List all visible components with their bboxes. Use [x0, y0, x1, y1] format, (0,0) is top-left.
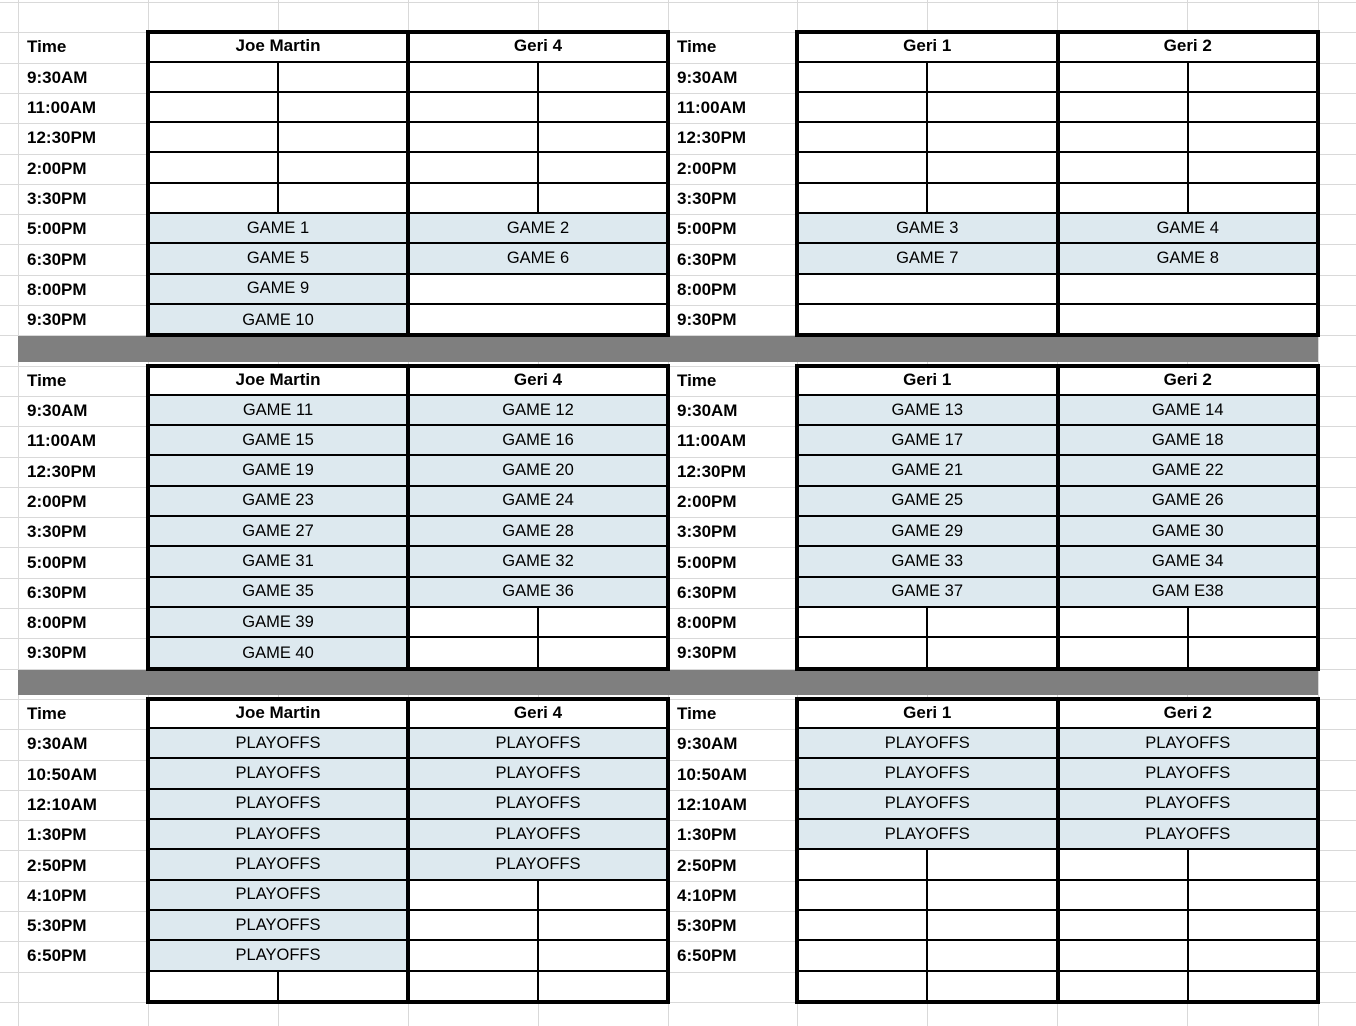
game-cell[interactable]: [408, 214, 668, 244]
game-cell-label: GAME 33: [891, 552, 964, 571]
cell-divider: [926, 123, 928, 151]
empty-merged-cell[interactable]: [408, 275, 668, 305]
cell-divider: [537, 638, 539, 668]
game-cell[interactable]: [148, 941, 408, 971]
time-label[interactable]: 5:00PM: [677, 219, 737, 239]
empty-split-cell[interactable]: [148, 153, 408, 183]
venue-header[interactable]: Geri 4: [408, 699, 668, 729]
time-label[interactable]: 11:00AM: [27, 98, 96, 118]
game-cell[interactable]: [408, 759, 668, 789]
game-cell-label: PLAYOFFS: [235, 915, 321, 934]
time-label[interactable]: 5:00PM: [27, 552, 87, 572]
game-cell[interactable]: [1058, 790, 1319, 820]
cell-divider: [537, 123, 539, 151]
game-cell-label: PLAYOFFS: [495, 764, 581, 783]
game-cell-label: GAME 15: [242, 430, 314, 449]
game-cell[interactable]: [408, 729, 668, 759]
game-cell-label: GAME 29: [891, 521, 964, 540]
game-cell[interactable]: [1058, 759, 1319, 789]
time-label[interactable]: 9:30PM: [27, 643, 87, 663]
game-cell[interactable]: [148, 850, 408, 880]
empty-split-cell[interactable]: [797, 972, 1058, 1002]
time-label[interactable]: 3:30PM: [27, 188, 87, 208]
game-cell-label: GAME 35: [242, 582, 314, 601]
cell-divider: [1187, 63, 1189, 91]
venue-header[interactable]: Geri 2: [1058, 32, 1319, 62]
time-label[interactable]: 9:30AM: [27, 401, 88, 421]
game-cell-label: PLAYOFFS: [884, 764, 970, 783]
game-cell[interactable]: [797, 487, 1058, 517]
game-cell-label: GAME 2: [506, 218, 570, 237]
venue-header[interactable]: Geri 4: [408, 366, 668, 396]
empty-merged-cell[interactable]: [408, 305, 668, 335]
game-cell-label: GAME 9: [246, 279, 310, 298]
empty-split-cell[interactable]: [1058, 153, 1319, 183]
game-cell-label: GAME 14: [1151, 400, 1224, 419]
schedule-table: [148, 32, 668, 335]
empty-merged-cell[interactable]: [1058, 275, 1319, 305]
game-cell-label: PLAYOFFS: [495, 794, 581, 813]
game-cell[interactable]: [148, 396, 408, 426]
empty-split-cell[interactable]: [148, 184, 408, 214]
gridline-horizontal: [0, 2, 1356, 3]
game-cell[interactable]: [148, 881, 408, 911]
cell-divider: [1187, 972, 1189, 1002]
time-label[interactable]: 1:30PM: [677, 825, 737, 845]
time-label[interactable]: 6:30PM: [677, 582, 737, 602]
time-column-header[interactable]: Time: [27, 370, 67, 390]
empty-split-cell[interactable]: [1058, 911, 1319, 941]
venue-column-divider: [406, 32, 410, 335]
schedule-table: [148, 699, 668, 1002]
time-label[interactable]: 5:00PM: [27, 219, 87, 239]
game-cell[interactable]: [408, 396, 668, 426]
game-cell[interactable]: [408, 244, 668, 274]
time-label[interactable]: 8:00PM: [27, 279, 87, 299]
empty-split-cell[interactable]: [148, 63, 408, 93]
game-cell[interactable]: [148, 517, 408, 547]
cell-divider: [537, 184, 539, 212]
game-cell[interactable]: [797, 426, 1058, 456]
time-label[interactable]: 10:50AM: [27, 764, 97, 784]
empty-split-cell[interactable]: [408, 153, 668, 183]
game-cell[interactable]: [1058, 729, 1319, 759]
cell-divider: [926, 881, 928, 909]
game-cell[interactable]: [408, 578, 668, 608]
game-cell-label: PLAYOFFS: [235, 855, 321, 874]
game-cell[interactable]: [797, 759, 1058, 789]
time-label[interactable]: 12:10AM: [27, 794, 97, 814]
empty-split-cell[interactable]: [408, 972, 668, 1002]
empty-split-cell[interactable]: [408, 911, 668, 941]
venue-header[interactable]: Geri 1: [797, 699, 1058, 729]
game-cell-label: PLAYOFFS: [235, 945, 321, 964]
time-label[interactable]: 6:50PM: [27, 946, 87, 966]
empty-split-cell[interactable]: [797, 850, 1058, 880]
time-label[interactable]: 11:00AM: [677, 98, 746, 118]
empty-split-cell[interactable]: [1058, 850, 1319, 880]
time-column-header[interactable]: Time: [677, 704, 717, 724]
game-cell-label: GAME 19: [242, 461, 314, 480]
venue-column-divider: [1056, 366, 1060, 669]
empty-merged-cell[interactable]: [1058, 305, 1319, 335]
game-cell[interactable]: [408, 456, 668, 486]
time-label[interactable]: 11:00AM: [27, 431, 96, 451]
game-cell-label: PLAYOFFS: [1145, 794, 1231, 813]
venue-column-divider: [406, 699, 410, 1002]
cell-divider: [277, 972, 279, 1002]
empty-split-cell[interactable]: [148, 972, 408, 1002]
empty-split-cell[interactable]: [797, 63, 1058, 93]
time-label[interactable]: 12:30PM: [677, 461, 746, 481]
game-cell-label: GAME 4: [1156, 218, 1219, 237]
time-column-header[interactable]: Time: [27, 37, 67, 57]
empty-merged-cell[interactable]: [797, 275, 1058, 305]
empty-split-cell[interactable]: [408, 93, 668, 123]
empty-split-cell[interactable]: [1058, 184, 1319, 214]
cell-divider: [277, 153, 279, 181]
cell-divider: [537, 153, 539, 181]
time-label[interactable]: 11:00AM: [677, 431, 746, 451]
game-cell[interactable]: [1058, 456, 1319, 486]
game-cell-label: GAME 36: [502, 582, 574, 601]
game-cell[interactable]: [1058, 517, 1319, 547]
game-cell-label: GAME 24: [502, 491, 574, 510]
empty-split-cell[interactable]: [408, 941, 668, 971]
empty-split-cell[interactable]: [797, 881, 1058, 911]
game-cell[interactable]: [797, 729, 1058, 759]
empty-split-cell[interactable]: [408, 881, 668, 911]
game-cell-label: GAM E38: [1151, 582, 1224, 601]
game-cell-label: GAME 10: [242, 310, 314, 329]
game-cell[interactable]: [408, 426, 668, 456]
game-cell-label: GAME 30: [1151, 521, 1224, 540]
separator-bar-1: [18, 336, 1318, 361]
venue-column-divider: [406, 366, 410, 669]
game-cell[interactable]: [1058, 547, 1319, 577]
game-cell[interactable]: [797, 820, 1058, 850]
time-label[interactable]: 1:30PM: [27, 825, 87, 845]
game-cell[interactable]: [797, 244, 1058, 274]
game-cell[interactable]: [1058, 214, 1319, 244]
empty-split-cell[interactable]: [148, 123, 408, 153]
game-cell[interactable]: [148, 305, 408, 335]
empty-split-cell[interactable]: [1058, 972, 1319, 1002]
time-label[interactable]: 9:30PM: [677, 310, 737, 330]
empty-split-cell[interactable]: [1058, 638, 1319, 668]
game-cell-label: PLAYOFFS: [495, 733, 581, 752]
game-cell[interactable]: [797, 790, 1058, 820]
game-cell[interactable]: [1058, 244, 1319, 274]
venue-header[interactable]: Joe Martin: [148, 366, 408, 396]
time-label[interactable]: 6:30PM: [677, 249, 737, 269]
game-cell-label: PLAYOFFS: [235, 764, 321, 783]
cell-divider: [277, 184, 279, 212]
cell-divider: [926, 93, 928, 121]
game-cell-label: GAME 31: [242, 552, 314, 571]
cell-divider: [277, 63, 279, 91]
time-label[interactable]: 5:30PM: [27, 916, 87, 936]
game-cell[interactable]: [1058, 820, 1319, 850]
game-cell[interactable]: [148, 214, 408, 244]
game-cell-label: PLAYOFFS: [495, 855, 581, 874]
cell-divider: [1187, 850, 1189, 878]
empty-split-cell[interactable]: [1058, 881, 1319, 911]
game-cell-label: GAME 13: [891, 400, 964, 419]
game-cell[interactable]: [1058, 396, 1319, 426]
game-cell[interactable]: [408, 517, 668, 547]
cell-divider: [1187, 941, 1189, 969]
game-cell[interactable]: [797, 214, 1058, 244]
game-cell-label: GAME 11: [242, 400, 314, 419]
time-label[interactable]: 2:00PM: [27, 158, 87, 178]
empty-split-cell[interactable]: [408, 638, 668, 668]
game-cell[interactable]: [148, 487, 408, 517]
game-cell-label: GAME 18: [1151, 430, 1224, 449]
game-cell-label: GAME 25: [891, 491, 964, 510]
empty-split-cell[interactable]: [797, 638, 1058, 668]
separator-bar-2: [18, 670, 1318, 695]
time-label[interactable]: 2:00PM: [677, 158, 737, 178]
game-cell-label: GAME 16: [502, 430, 574, 449]
venue-header[interactable]: Geri 2: [1058, 699, 1319, 729]
empty-split-cell[interactable]: [1058, 93, 1319, 123]
venue-column-divider: [1056, 699, 1060, 1002]
game-cell-label: GAME 40: [242, 643, 314, 662]
game-cell[interactable]: [797, 517, 1058, 547]
empty-split-cell[interactable]: [797, 93, 1058, 123]
game-cell-label: PLAYOFFS: [884, 824, 970, 843]
game-cell[interactable]: [148, 729, 408, 759]
empty-split-cell[interactable]: [408, 184, 668, 214]
time-label[interactable]: 3:30PM: [27, 522, 87, 542]
cell-divider: [926, 184, 928, 212]
game-cell-label: GAME 20: [502, 461, 574, 480]
empty-split-cell[interactable]: [408, 123, 668, 153]
empty-split-cell[interactable]: [797, 941, 1058, 971]
game-cell-label: GAME 23: [242, 491, 314, 510]
game-cell[interactable]: [797, 578, 1058, 608]
empty-split-cell[interactable]: [797, 608, 1058, 638]
time-column-header[interactable]: Time: [677, 370, 717, 390]
time-label[interactable]: 5:00PM: [677, 552, 737, 572]
game-cell-label: PLAYOFFS: [235, 824, 321, 843]
game-cell[interactable]: [148, 547, 408, 577]
game-cell[interactable]: [1058, 426, 1319, 456]
venue-column-divider: [1056, 32, 1060, 335]
cell-divider: [926, 850, 928, 878]
game-cell[interactable]: [408, 547, 668, 577]
time-column-header[interactable]: Time: [27, 704, 67, 724]
time-label[interactable]: 5:30PM: [677, 916, 737, 936]
game-cell-label: PLAYOFFS: [884, 794, 970, 813]
empty-merged-cell[interactable]: [797, 305, 1058, 335]
time-label[interactable]: 8:00PM: [677, 613, 737, 633]
cell-divider: [277, 93, 279, 121]
empty-split-cell[interactable]: [408, 608, 668, 638]
game-cell-label: GAME 22: [1151, 461, 1224, 480]
game-cell[interactable]: [408, 850, 668, 880]
game-cell[interactable]: [1058, 578, 1319, 608]
gridline-vertical: [1318, 0, 1319, 1026]
game-cell-label: GAME 17: [891, 430, 964, 449]
game-cell-label: GAME 37: [891, 582, 964, 601]
venue-header[interactable]: Joe Martin: [148, 32, 408, 62]
time-label[interactable]: 9:30AM: [677, 401, 738, 421]
game-cell-label: PLAYOFFS: [235, 733, 321, 752]
cell-divider: [1187, 93, 1189, 121]
empty-split-cell[interactable]: [1058, 63, 1319, 93]
cell-divider: [537, 93, 539, 121]
time-label[interactable]: 2:50PM: [677, 855, 737, 875]
cell-divider: [1187, 184, 1189, 212]
cell-divider: [537, 972, 539, 1002]
game-cell[interactable]: [148, 820, 408, 850]
game-cell-label: GAME 28: [502, 521, 574, 540]
time-label[interactable]: 6:30PM: [27, 582, 87, 602]
game-cell-label: PLAYOFFS: [235, 794, 321, 813]
time-label[interactable]: 9:30PM: [27, 310, 87, 330]
cell-divider: [1187, 153, 1189, 181]
cell-divider: [926, 63, 928, 91]
game-cell[interactable]: [408, 487, 668, 517]
game-cell-label: GAME 32: [502, 552, 574, 571]
game-cell-label: GAME 6: [506, 249, 570, 268]
game-cell-label: GAME 34: [1151, 552, 1224, 571]
time-label[interactable]: 2:00PM: [27, 491, 87, 511]
time-label[interactable]: 12:10AM: [677, 794, 747, 814]
time-label[interactable]: 10:50AM: [677, 764, 747, 784]
time-label[interactable]: 9:30AM: [27, 67, 88, 87]
venue-header[interactable]: Geri 4: [408, 32, 668, 62]
cell-divider: [537, 911, 539, 939]
gridline-horizontal: [0, 1002, 1356, 1003]
cell-divider: [537, 941, 539, 969]
empty-split-cell[interactable]: [1058, 608, 1319, 638]
cell-divider: [537, 608, 539, 636]
cell-divider: [1187, 911, 1189, 939]
time-label[interactable]: 4:10PM: [677, 885, 737, 905]
time-label[interactable]: 2:00PM: [677, 491, 737, 511]
time-label[interactable]: 9:30AM: [677, 734, 738, 754]
game-cell[interactable]: [148, 578, 408, 608]
empty-split-cell[interactable]: [408, 63, 668, 93]
game-cell[interactable]: [408, 790, 668, 820]
empty-split-cell[interactable]: [1058, 941, 1319, 971]
time-label[interactable]: 6:50PM: [677, 946, 737, 966]
time-label[interactable]: 6:30PM: [27, 249, 87, 269]
time-label[interactable]: 3:30PM: [677, 188, 737, 208]
game-cell[interactable]: [148, 275, 408, 305]
cell-divider: [926, 638, 928, 668]
schedule-table: [797, 699, 1318, 1002]
cell-divider: [926, 911, 928, 939]
time-label[interactable]: 9:30AM: [27, 734, 88, 754]
game-cell[interactable]: [148, 638, 408, 668]
venue-header[interactable]: Geri 2: [1058, 366, 1319, 396]
game-cell-label: GAME 7: [896, 249, 959, 268]
game-cell-label: PLAYOFFS: [235, 885, 321, 904]
game-cell[interactable]: [148, 911, 408, 941]
game-cell[interactable]: [797, 547, 1058, 577]
game-cell-label: PLAYOFFS: [1145, 764, 1231, 783]
empty-split-cell[interactable]: [1058, 123, 1319, 153]
time-label[interactable]: 12:30PM: [677, 128, 746, 148]
game-cell[interactable]: [148, 790, 408, 820]
game-cell-label: PLAYOFFS: [1145, 824, 1231, 843]
game-cell-label: GAME 39: [242, 612, 314, 631]
venue-header[interactable]: Geri 1: [797, 366, 1058, 396]
game-cell[interactable]: [408, 820, 668, 850]
game-cell[interactable]: [148, 456, 408, 486]
schedule-table: [797, 32, 1318, 335]
game-cell[interactable]: [148, 759, 408, 789]
game-cell-label: GAME 27: [242, 521, 314, 540]
time-label[interactable]: 8:00PM: [27, 613, 87, 633]
game-cell-label: PLAYOFFS: [495, 824, 581, 843]
cell-divider: [926, 941, 928, 969]
cell-divider: [537, 63, 539, 91]
time-label[interactable]: 8:00PM: [677, 279, 737, 299]
schedule-table: [148, 366, 668, 669]
cell-divider: [926, 153, 928, 181]
game-cell-label: PLAYOFFS: [1145, 733, 1231, 752]
game-cell[interactable]: [1058, 487, 1319, 517]
cell-divider: [537, 881, 539, 909]
time-label[interactable]: 9:30AM: [677, 67, 738, 87]
cell-divider: [926, 608, 928, 636]
empty-split-cell[interactable]: [797, 123, 1058, 153]
time-label[interactable]: 12:30PM: [27, 461, 96, 481]
cell-divider: [1187, 881, 1189, 909]
schedule-table: [797, 366, 1318, 669]
game-cell[interactable]: [148, 426, 408, 456]
cell-divider: [1187, 123, 1189, 151]
cell-divider: [1187, 638, 1189, 668]
game-cell-label: GAME 3: [896, 218, 959, 237]
game-cell[interactable]: [148, 608, 408, 638]
venue-header[interactable]: Geri 1: [797, 32, 1058, 62]
empty-split-cell[interactable]: [797, 153, 1058, 183]
time-label[interactable]: 12:30PM: [27, 128, 96, 148]
time-column-header[interactable]: Time: [677, 37, 717, 57]
time-label[interactable]: 4:10PM: [27, 885, 87, 905]
empty-split-cell[interactable]: [797, 184, 1058, 214]
game-cell-label: PLAYOFFS: [884, 733, 970, 752]
game-cell[interactable]: [148, 244, 408, 274]
game-cell-label: GAME 5: [246, 249, 310, 268]
game-cell-label: GAME 1: [246, 218, 310, 237]
time-label[interactable]: 9:30PM: [677, 643, 737, 663]
venue-header[interactable]: Joe Martin: [148, 699, 408, 729]
game-cell-label: GAME 26: [1151, 491, 1224, 510]
game-cell[interactable]: [797, 396, 1058, 426]
empty-split-cell[interactable]: [148, 93, 408, 123]
game-cell-label: GAME 8: [1156, 249, 1219, 268]
cell-divider: [1187, 608, 1189, 636]
time-label[interactable]: 3:30PM: [677, 522, 737, 542]
empty-split-cell[interactable]: [797, 911, 1058, 941]
game-cell[interactable]: [797, 456, 1058, 486]
cell-divider: [277, 123, 279, 151]
game-cell-label: GAME 21: [891, 461, 964, 480]
game-cell-label: GAME 12: [502, 400, 574, 419]
cell-divider: [926, 972, 928, 1002]
time-label[interactable]: 2:50PM: [27, 855, 87, 875]
